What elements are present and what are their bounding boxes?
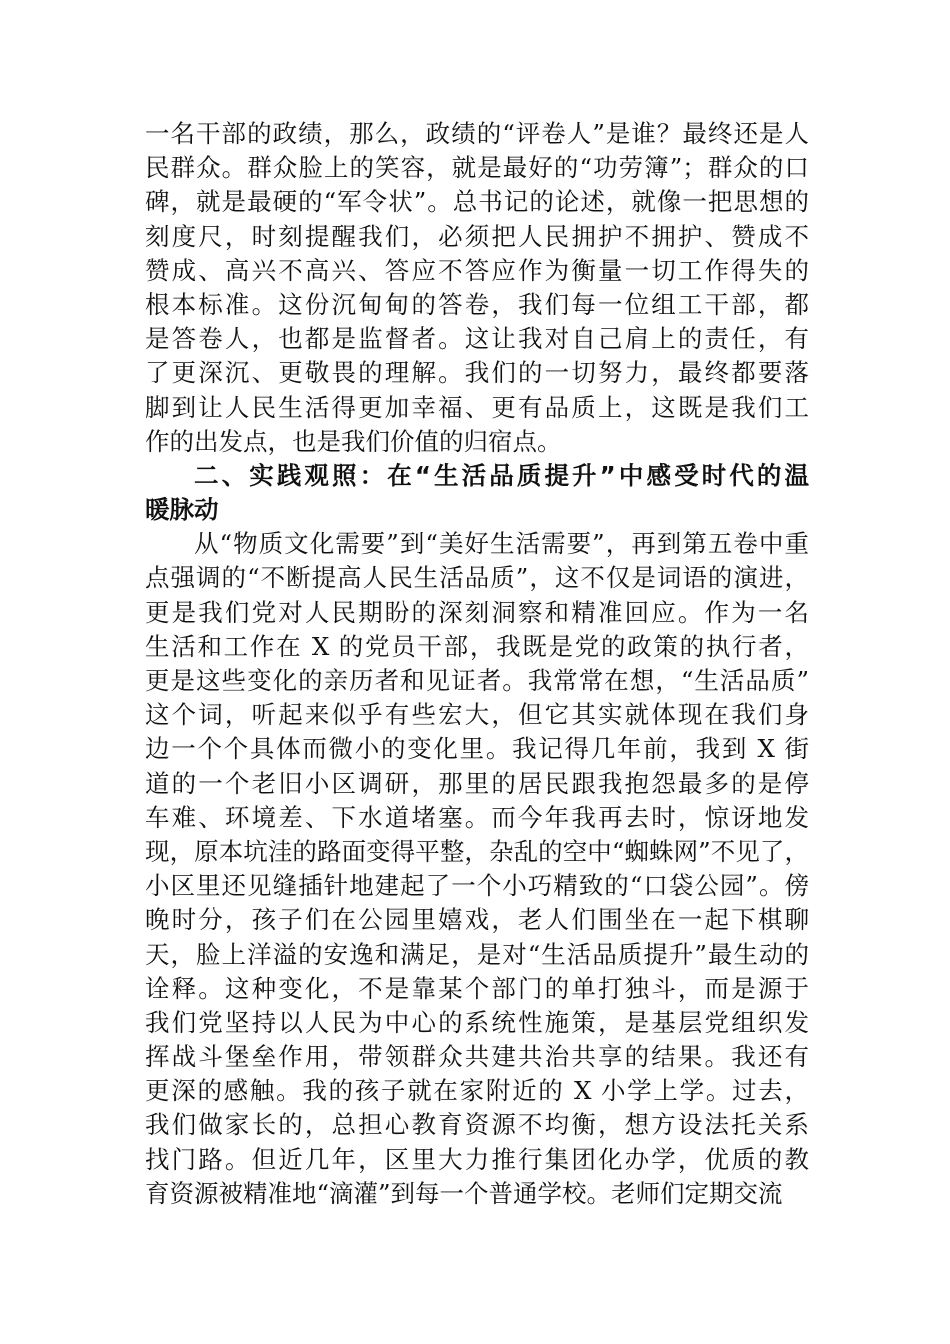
- text-line: 育资源被精准地“滴灌”到每一个普通学校。老师们定期交流: [145, 1178, 783, 1208]
- text-line: 碑，就是最硬的“军令状”。总书记的论述，就像一把思想的: [145, 187, 809, 217]
- text-line: 车难、环境差、下水道堵塞。而今年我再去时，惊讶地发: [145, 802, 809, 832]
- text-line: 一名干部的政绩，那么，政绩的“评卷人”是谁？最终还是人: [145, 119, 809, 148]
- text-line: 诠释。这种变化，不是靠某个部门的单打独斗，而是源于: [145, 973, 809, 1003]
- section-heading: [145, 459, 809, 527]
- paragraph: [145, 527, 809, 1211]
- text-line: 我们党坚持以人民为中心的系统性施策，是基层党组织发: [145, 1007, 809, 1037]
- text-line: 现，原本坑洼的路面变得平整，杂乱的空中“蜘蛛网”不见了，: [145, 836, 809, 866]
- text-line: 小区里还见缝插针地建起了一个小巧精致的“口袋公园”。傍: [145, 871, 809, 901]
- text-line: 更是我们党对人民期盼的深刻洞察和精准回应。作为一名: [145, 597, 809, 627]
- text-line: 根本标准。这份沉甸甸的答卷，我们每一位组工干部，都: [145, 289, 809, 319]
- text-line: 天，脸上洋溢的安逸和满足，是对“生活品质提升”最生动的: [145, 939, 809, 969]
- text-line: 生活和工作在 X 的党员干部，我既是党的政策的执行者，: [145, 631, 809, 661]
- text-line: 找门路。但近几年，区里大力推行集团化办学，优质的教: [145, 1144, 809, 1174]
- text-line: 是答卷人，也都是监督者。这让我对自己肩上的责任，有: [145, 324, 809, 354]
- text-line: 刻度尺，时刻提醒我们，必须把人民拥护不拥护、赞成不: [145, 221, 809, 251]
- text-line: 更是这些变化的亲历者和见证者。我常常在想，“生活品质”: [145, 666, 809, 695]
- text-line: 我们做家长的，总担心教育资源不均衡，想方设法托关系: [145, 1110, 809, 1140]
- heading-line: 二、实践观照：在“生活品质提升”中感受时代的温: [194, 460, 809, 490]
- text-line: 脚到让人民生活得更加幸福、更有品质上，这既是我们工: [145, 392, 809, 422]
- document-body: [145, 117, 809, 1211]
- text-line: 这个词，听起来似乎有些宏大，但它其实就体现在我们身: [145, 700, 809, 730]
- heading-line: 暖脉动: [145, 495, 219, 525]
- paragraph: [145, 117, 809, 459]
- text-line: 道的一个老旧小区调研，那里的居民跟我抱怨最多的是停: [145, 768, 809, 798]
- text-line: 作的出发点，也是我们价值的归宿点。: [145, 426, 562, 456]
- text-line: 更深的感触。我的孩子就在家附近的 X 小学上学。过去，: [145, 1076, 809, 1106]
- text-line: 赞成、高兴不高兴、答应不答应作为衡量一切工作得失的: [145, 255, 809, 285]
- text-line: 晚时分，孩子们在公园里嬉戏，老人们围坐在一起下棋聊: [145, 905, 809, 935]
- text-line: 挥战斗堡垒作用，带领群众共建共治共享的结果。我还有: [145, 1042, 809, 1072]
- text-line: 点强调的“不断提高人民生活品质”，这不仅是词语的演进，: [145, 563, 809, 593]
- text-line: 民群众。群众脸上的笑容，就是最好的“功劳簿”；群众的口: [145, 153, 809, 183]
- text-line: 了更深沉、更敬畏的理解。我们的一切努力，最终都要落: [145, 358, 809, 388]
- text-line: 边一个个具体而微小的变化里。我记得几年前，我到 X 街: [145, 734, 809, 764]
- text-line: 从“物质文化需要”到“美好生活需要”，再到第五卷中重: [194, 529, 809, 559]
